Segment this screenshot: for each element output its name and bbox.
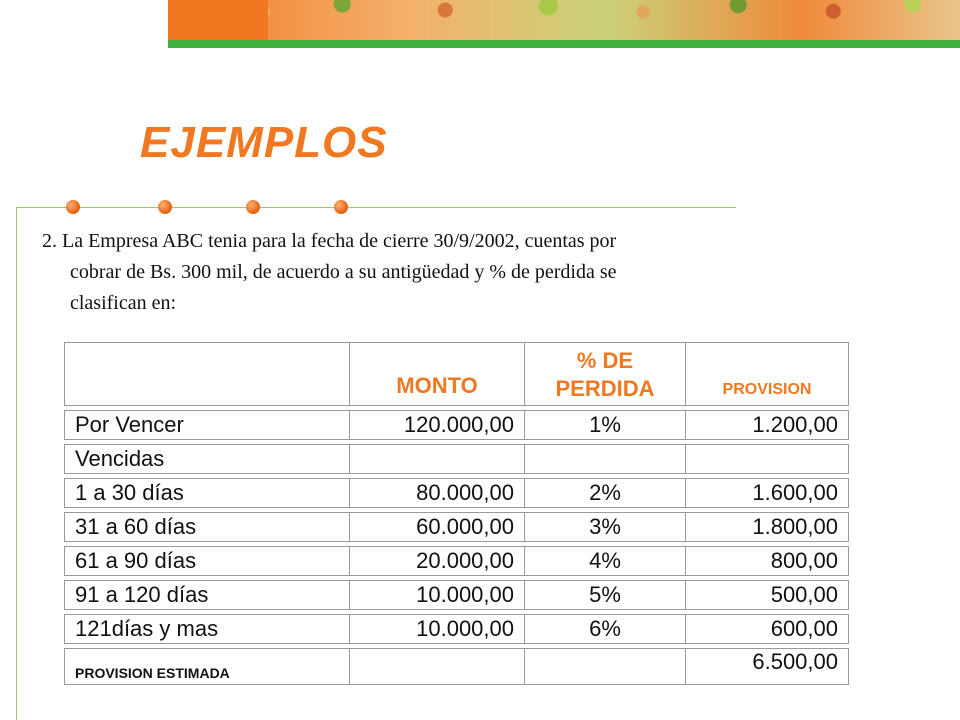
row-monto: 120.000,00 bbox=[349, 410, 524, 440]
row-provision: 600,00 bbox=[685, 614, 849, 644]
header-monto: MONTO bbox=[349, 342, 524, 406]
decorative-rule-vertical bbox=[16, 207, 17, 720]
table-row bbox=[64, 614, 849, 644]
row-provision: 1.600,00 bbox=[685, 478, 849, 508]
row-monto: 60.000,00 bbox=[349, 512, 524, 542]
row-pct: 4% bbox=[524, 546, 685, 576]
row-provision bbox=[685, 444, 849, 474]
bullet-dot-icon bbox=[66, 200, 80, 214]
table-row bbox=[64, 546, 849, 576]
footer-empty-cell bbox=[524, 648, 685, 685]
row-pct: 6% bbox=[524, 614, 685, 644]
header-empty-cell bbox=[64, 342, 349, 406]
footer-empty-cell bbox=[349, 648, 524, 685]
row-label: Por Vencer bbox=[64, 410, 349, 440]
footer-label: PROVISION ESTIMADA bbox=[64, 648, 349, 685]
provision-table bbox=[64, 338, 849, 689]
row-provision: 1.200,00 bbox=[685, 410, 849, 440]
row-monto bbox=[349, 444, 524, 474]
example-description bbox=[42, 226, 842, 319]
footer-total: 6.500,00 bbox=[685, 648, 849, 685]
table-row bbox=[64, 478, 849, 508]
table-row bbox=[64, 444, 849, 474]
bullet-dot-icon bbox=[158, 200, 172, 214]
row-pct: 2% bbox=[524, 478, 685, 508]
description-line-2: cobrar de Bs. 300 mil, de acuerdo a su antigüedad y % de perdida se bbox=[70, 261, 617, 283]
decorative-rule-horizontal bbox=[16, 207, 736, 208]
row-pct: 1% bbox=[524, 410, 685, 440]
decorative-orange-block bbox=[168, 0, 268, 40]
row-monto: 10.000,00 bbox=[349, 614, 524, 644]
header-pct-line2: PERDIDA bbox=[555, 376, 655, 401]
bullet-dot-icon bbox=[334, 200, 348, 214]
description-line-3: clasifican en: bbox=[70, 292, 177, 314]
row-monto: 10.000,00 bbox=[349, 580, 524, 610]
row-pct: 3% bbox=[524, 512, 685, 542]
row-label: 91 a 120 días bbox=[64, 580, 349, 610]
description-line-1: 2. La Empresa ABC tenia para la fecha de cierre 30/9/2002, cuentas por bbox=[42, 230, 617, 252]
row-pct bbox=[524, 444, 685, 474]
row-label: 61 a 90 días bbox=[64, 546, 349, 576]
row-label: Vencidas bbox=[64, 444, 349, 474]
slide-title: EJEMPLOS bbox=[140, 118, 388, 167]
header-pct-perdida bbox=[524, 342, 685, 406]
row-provision: 1.800,00 bbox=[685, 512, 849, 542]
row-label: 31 a 60 días bbox=[64, 512, 349, 542]
table-row bbox=[64, 580, 849, 610]
decorative-green-bar bbox=[168, 40, 960, 48]
table-footer-row bbox=[64, 648, 849, 685]
table-header-row bbox=[64, 342, 849, 406]
bullet-dot-icon bbox=[246, 200, 260, 214]
row-provision: 500,00 bbox=[685, 580, 849, 610]
row-monto: 80.000,00 bbox=[349, 478, 524, 508]
row-label: 1 a 30 días bbox=[64, 478, 349, 508]
row-pct: 5% bbox=[524, 580, 685, 610]
table-row bbox=[64, 410, 849, 440]
header-pct-line1: % DE bbox=[576, 348, 634, 373]
table-row bbox=[64, 512, 849, 542]
row-label: 121días y mas bbox=[64, 614, 349, 644]
row-monto: 20.000,00 bbox=[349, 546, 524, 576]
row-provision: 800,00 bbox=[685, 546, 849, 576]
decorative-floral-banner bbox=[168, 0, 960, 40]
header-provision: PROVISION bbox=[685, 342, 849, 406]
